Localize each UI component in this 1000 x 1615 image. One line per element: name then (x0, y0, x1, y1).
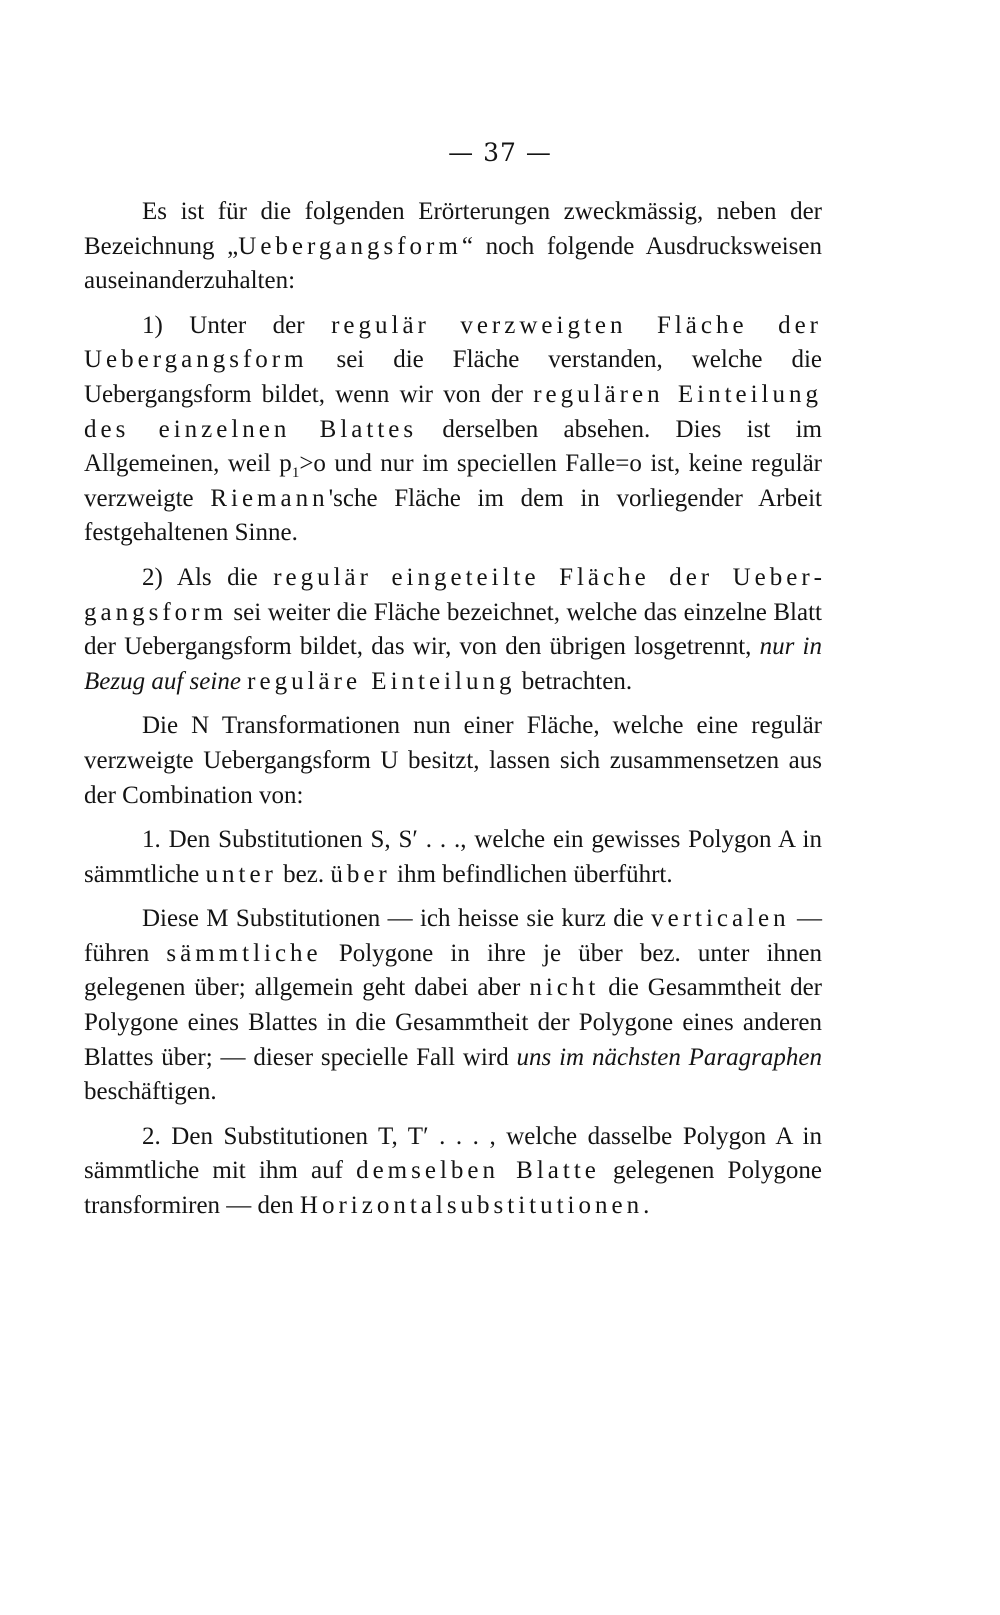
paragraph-item-2 (84, 1120, 822, 1224)
text-segment: . (643, 1192, 650, 1220)
text-segment: ihm befindlichen überführt. (390, 860, 673, 888)
text-segment: demselben Blatte (356, 1157, 600, 1185)
text-segment: 2. Den Substitutionen T, T′ . . . , welche dasselbe Polygon A in sämmtliche mit ihm auf (84, 1122, 822, 1185)
text-segment: sei die Fläche verstanden, welche die Uebergangsform bildet, wenn wir von der (84, 346, 822, 408)
text-segment: verticalen (651, 905, 790, 933)
text-segment: sei weiter die Fläche bezeichnet, welche das einzelne Blatt der Uebergangsform bildet, das wir, von den übrigen losgetrennt, (84, 598, 822, 661)
text-segment: Riemann (210, 484, 329, 512)
text-segment: 1. Den Substitutionen S, S′ . . ., welche ein gewisses Polygon A in sämmtliche (84, 826, 822, 888)
text-segment: die Gesammtheit der Polygone eines Blattes in die Gesammtheit der Polygone eines anderen Blattes über; — dieser specielle Fall wird (84, 974, 822, 1071)
text-segment: 2) Als die (142, 563, 274, 591)
text-segment: über (330, 860, 391, 888)
text-segment: nur in Bezug auf seine (84, 633, 822, 695)
paragraph-transformations (84, 709, 822, 813)
paragraph-definition-1 (84, 309, 822, 551)
text-segment: gelegenen Polygone transformiren — den (84, 1157, 822, 1220)
paragraph-intro (84, 195, 822, 299)
text-segment: regulären Einteilung des einzelnen Blattes (84, 380, 822, 443)
text-segment: Die N Transformationen nun einer Fläche, welche eine regulär verzweigte Uebergangsform U besitzt, lassen sich zusammensetzen aus der Combination von: (84, 712, 822, 809)
text-segment: regulär verzweigten Fläche der Uebergangsform (84, 311, 822, 374)
text-segment: regulär eingeteilte Fläche der Uebergangsform (84, 563, 822, 626)
paragraph-vertical (84, 902, 822, 1110)
text-segment: beschäftigen. (84, 1078, 217, 1106)
text-segment: — führen (84, 905, 823, 967)
paragraph-definition-2 (84, 561, 822, 699)
text-segment: bez. (276, 860, 331, 888)
text-segment: sämmtliche (166, 939, 322, 967)
text-segment: betrachten. (515, 667, 633, 695)
text-segment: Diese M Substitutionen — ich heisse sie kurz die (142, 905, 652, 933)
text-segment: derselben absehen. Dies ist im Allgemeinen, weil p (84, 415, 822, 478)
text-segment: nicht (529, 974, 600, 1002)
text-segment: 1) Unter der (142, 311, 332, 339)
text-segment: uns im nächsten Paragraphen (516, 1043, 822, 1071)
text-segment: Horizontalsubstitutionen (299, 1192, 644, 1220)
text-segment: unter (205, 860, 277, 888)
text-segment: Es ist für die folgenden Erörterungen zweckmässig, neben der Bezeichnung „ (84, 198, 822, 260)
paragraph-item-1 (84, 823, 822, 892)
text-segment: Uebergangsform (238, 232, 462, 260)
body-text (84, 195, 822, 1224)
text-segment: “ noch folgende Ausdrucksweisen auseinanderzuhalten: (84, 232, 822, 295)
text-segment: Polygone in ihre je über bez. unter ihnen gelegenen über; allgemein geht dabei aber (84, 939, 822, 1002)
page-number: — 37 — (448, 138, 552, 167)
text-segment: 1 (291, 465, 300, 482)
text-segment: >o und nur im speciellen Falle=o ist, keine regulär verzweigte (84, 450, 823, 512)
text-segment: 'sche Fläche im dem in vorliegender Arbeit festgehaltenen Sinne. (84, 484, 822, 547)
text-segment: reguläre Einteilung (247, 667, 516, 695)
